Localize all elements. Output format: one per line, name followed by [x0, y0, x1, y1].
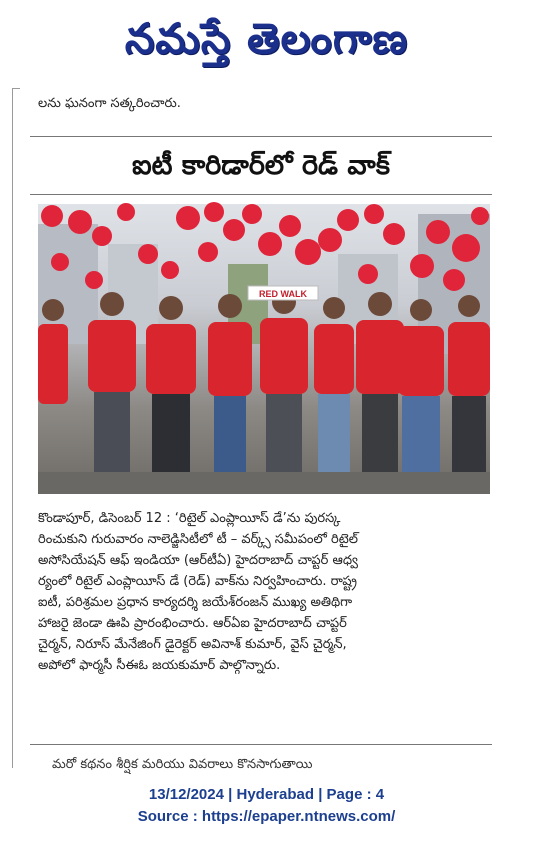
news-clipping	[12, 88, 492, 772]
photo-banner-text: RED WALK	[259, 289, 307, 299]
column-rule-top	[12, 88, 20, 89]
headline-rule-bottom	[30, 194, 492, 195]
footer-date-line: 13/12/2024 | Hyderabad | Page : 4	[148, 786, 385, 803]
masthead-logo: నమస్తే తెలంగాణ	[124, 14, 409, 63]
crowd	[38, 318, 490, 404]
red-walk-photo-illustration	[38, 204, 490, 494]
headline: ఐటీ కారిడార్‌లో రెడ్ వాక్	[132, 150, 390, 181]
news-photo	[38, 204, 490, 494]
column-rule-left	[12, 88, 13, 768]
trousers	[94, 392, 486, 474]
footer	[0, 784, 533, 828]
previous-story-tail: లను ఘనంగా సత్కరించారు.	[38, 96, 181, 111]
story-rule-bottom	[30, 744, 492, 745]
headline-rule-top	[30, 136, 492, 137]
next-story-cut: మరో కథనం శీర్షిక మరియు వివరాలు కొనసాగుతాయి	[52, 757, 313, 772]
footer-source-line: Source : https://epaper.ntnews.com/	[137, 808, 396, 825]
article-body: కొండాపూర్, డిసెంబర్ 12 : ‘రిటైల్ ఎంప్లాయీస్ డే’ను పురస్క రించుకుని గురువారం నాలెడ్జిసిటీలో టీ – వర్క్స్ సమీపంలో రిటైల్ అసోసియేషన్ ఆఫ్ ఇండియా (ఆర్‌టీఏ) హైదరాబాద్ చాప్టర్ ఆధ్వ ర్యంలో రిటైల్ ఎంప్లాయీస్ డే (రెడ్) వాక్‌ను నిర్వహించారు. రాష్ట్ర ఐటీ, పరిశ్రమల ప్రధాన కార్యదర్శి జయేశ్‌రంజన్ ముఖ్య అతిథిగా హాజరై జెండా ఊపి ప్రారంభించారు. ఆర్‌ఏఐ హైదరాబాద్ చాప్టర్ చైర్మన్, నిరూస్ మేనేజింగ్ డైరెక్టర్ అవినాశ్ కుమార్, వైస్ చైర్మన్, అపోలో ఫార్మసీ సీఈఓ జయకుమార్ పాల్గొన్నారు.	[38, 511, 358, 673]
